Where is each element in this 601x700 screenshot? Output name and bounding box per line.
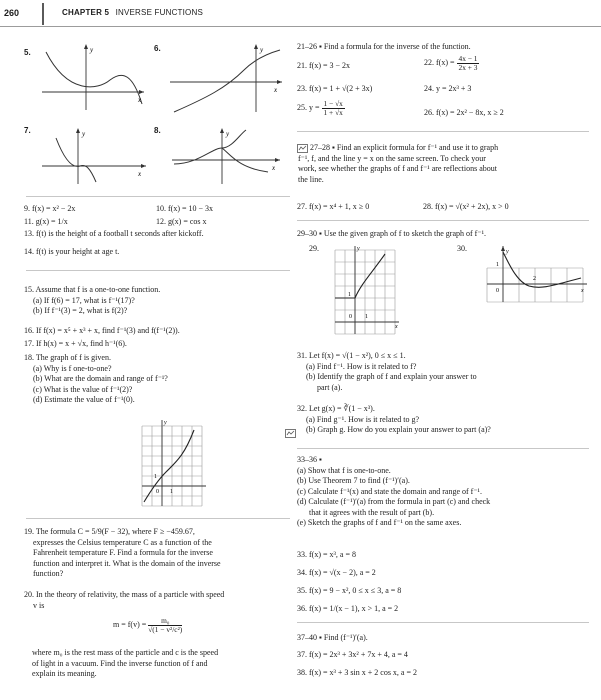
exercise-29-graph: [331, 244, 407, 338]
exercise-31-b-cont: part (a).: [317, 382, 343, 392]
graph-30-tick-two: 2: [533, 276, 536, 282]
svg-text:x: x: [138, 170, 142, 178]
svg-text:x: x: [274, 86, 278, 94]
exercise-25-lhs: 25. y =: [297, 103, 320, 113]
graph-29-tick-zero: 0: [349, 314, 352, 320]
section-27-line-4: the line.: [298, 174, 324, 184]
exercise-24: 24. y = 2x³ + 3: [424, 84, 472, 93]
exercise-6-label: 6.: [154, 44, 161, 53]
chapter-title: INVERSE FUNCTIONS: [115, 8, 203, 17]
exercise-15-a: (a) If f(6) = 17, what is f⁻¹(17)?: [33, 295, 135, 305]
section-27-28: [298, 143, 590, 185]
exercise-23: 23. f(x) = 1 + √(2 + 3x): [297, 84, 373, 93]
exercise-33: 33. f(x) = x³, a = 8: [297, 550, 356, 559]
exercise-27: 27. f(x) = x⁴ + 1, x ≥ 0: [297, 202, 370, 211]
axis-x-label: x: [138, 96, 142, 104]
exercise-18-stem: 18. The graph of f is given.: [24, 353, 111, 362]
separator: [26, 196, 290, 197]
exercise-32-a: (a) Find g⁻¹. How is it related to g?: [306, 414, 420, 424]
formula-fraction: [148, 617, 182, 634]
exercise-30-label: 30.: [457, 244, 467, 253]
separator: [297, 448, 589, 449]
exercise-19-line-1: 19. The formula C = 5/9(F − 32), where F ≥ −459.67,: [24, 527, 195, 536]
section-33-b: (b) Use Theorem 7 to find (f⁻¹)′(a).: [297, 476, 410, 486]
exercise-18-c: (c) What is the value of f⁻¹(2)?: [33, 384, 133, 394]
exercise-16: 16. If f(x) = x⁵ + x³ + x, find f⁻¹(3) and f(f⁻¹(2)).: [24, 326, 180, 335]
exercise-20-formula: [113, 617, 182, 634]
separator: [297, 131, 589, 132]
exercise-32-stem: 32. Let g(x) = ∛(1 − x³).: [297, 404, 375, 413]
section-33-e: (e) Sketch the graphs of f and f⁻¹ on the same axes.: [297, 518, 462, 528]
exercise-18: [24, 353, 290, 406]
graph-30-tick-one: 1: [496, 262, 499, 268]
graphing-calculator-icon: [297, 144, 308, 153]
exercise-37: 37. f(x) = 2x³ + 3x² + 7x + 4, a = 4: [297, 650, 408, 659]
exercise-31-a: (a) Find f⁻¹. How is it related to f?: [306, 361, 417, 371]
exercise-8-label: 8.: [154, 126, 161, 135]
section-33-36: [297, 455, 595, 529]
exercise-5-graph: [38, 40, 148, 112]
exercise-25-numerator: 1 − √x: [323, 99, 343, 108]
exercise-18-d: (d) Estimate the value of f⁻¹(0).: [33, 395, 135, 405]
exercise-34: 34. f(x) = √(x − 2), a = 2: [297, 568, 376, 577]
exercise-22-numerator: 4x − 1: [458, 54, 478, 63]
exercise-25-fraction: [322, 100, 345, 117]
exercise-22-lhs: 22. f(x) =: [424, 58, 455, 68]
formula-denominator: √(1 − v²/c²): [148, 624, 183, 634]
section-33-d-cont: that it agrees with the result of part (b).: [309, 507, 435, 517]
exercise-22-fraction: [457, 55, 480, 72]
section-37-40: 37–40 ▪ Find (f⁻¹)′(a).: [297, 633, 368, 642]
exercise-13: 13. f(t) is the height of a football t seconds after kickoff.: [24, 229, 204, 238]
chapter-label: CHAPTER 5: [62, 8, 110, 17]
separator: [26, 270, 290, 271]
svg-text:y: y: [357, 246, 360, 252]
graph-29-tick-one: 1: [348, 292, 351, 298]
exercise-20-tail: [32, 648, 298, 680]
exercise-8-graph: [168, 124, 284, 186]
graph-18-tick-one: 1: [154, 474, 157, 480]
exercise-32-b: (b) Graph g. How do you explain your answer to part (a)?: [306, 425, 491, 435]
svg-text:y: y: [226, 130, 230, 138]
svg-text:y: y: [164, 420, 167, 426]
exercise-6-graph: [166, 40, 286, 114]
exercise-22: [424, 55, 479, 72]
exercise-25-denominator: 1 + √x: [323, 107, 343, 117]
exercise-20-tail-3: explain its meaning.: [32, 669, 97, 679]
exercise-20-line-1: 20. In the theory of relativity, the mass of a particle with speed: [24, 590, 225, 599]
page-header: [0, 0, 601, 30]
svg-text:x: x: [395, 324, 398, 330]
exercise-36: 36. f(x) = 1/(x − 1), x > 1, a = 2: [297, 604, 399, 613]
section-27-line-2: f⁻¹, f, and the line y = x on the same screen. To check your: [298, 153, 486, 163]
exercise-38: 38. f(x) = x³ + 3 sin x + 2 cos x, a = 2: [297, 668, 417, 677]
section-33-a: (a) Show that f is one-to-one.: [297, 465, 391, 475]
graph-18-tick-x1: 1: [170, 489, 173, 495]
exercise-30-graph: [477, 244, 593, 304]
formula-lhs: m = f(v) =: [113, 620, 147, 630]
exercise-19-line-4: function and interpret it. What is the domain of the inverse: [33, 558, 221, 568]
exercise-20-tail-1: where m₀ is the rest mass of the particle and c is the speed: [32, 648, 219, 657]
section-33-d: (d) Calculate (f⁻¹)′(a) from the formula in part (c) and check: [297, 497, 491, 507]
exercise-18-b: (b) What are the domain and range of f⁻¹?: [33, 374, 168, 384]
exercise-20-tail-2: of light in a vacuum. Find the inverse function of f and: [32, 658, 208, 668]
graph-29-tick-x1: 1: [365, 314, 368, 320]
exercise-12: 12. g(x) = cos x: [156, 217, 207, 226]
svg-text:x: x: [581, 288, 584, 294]
section-21-26: 21–26 ▪ Find a formula for the inverse of the function.: [297, 42, 471, 51]
exercise-19-line-5: function?: [33, 569, 64, 579]
header-divider: [42, 3, 44, 25]
exercise-19-line-3: Fahrenheit temperature F. Find a formula for the inverse: [33, 548, 213, 558]
exercise-35: 35. f(x) = 9 − x², 0 ≤ x ≤ 3, a = 8: [297, 586, 402, 595]
section-27-line-1: 27–28 ▪ Find an explicit formula for f⁻¹ and use it to graph: [310, 143, 499, 152]
axis-y-label: y: [90, 46, 94, 54]
exercise-21: 21. f(x) = 3 − 2x: [297, 61, 351, 70]
section-29-30: 29–30 ▪ Use the given graph of f to sketch the graph of f⁻¹.: [297, 229, 486, 238]
exercise-10: 10. f(x) = 10 − 3x: [156, 204, 214, 213]
exercise-15-stem: 15. Assume that f is a one-to-one function.: [24, 285, 161, 294]
header-rule: [0, 26, 601, 27]
svg-text:x: x: [272, 164, 276, 172]
separator: [297, 220, 589, 221]
page-number: 260: [4, 8, 20, 18]
exercise-9: 9. f(x) = x² − 2x: [24, 204, 76, 213]
section-27-line-3: work, see whether the graphs of f and f⁻¹ are reflections about: [298, 164, 497, 174]
exercise-19: [24, 527, 296, 580]
chapter-heading: [62, 8, 203, 19]
section-33-c: (c) Calculate f⁻¹(x) and state the domain and range of f⁻¹.: [297, 486, 482, 496]
exercise-18-a: (a) Why is f one-to-one?: [33, 363, 112, 373]
exercise-28: 28. f(x) = √(x² + 2x), x > 0: [423, 202, 509, 211]
exercise-19-line-2: expresses the Celsius temperature C as a function of the: [33, 537, 212, 547]
exercise-26: 26. f(x) = 2x² − 8x, x ≥ 2: [424, 108, 504, 117]
exercise-32: [297, 404, 595, 436]
exercise-7-label: 7.: [24, 126, 31, 135]
exercise-20-line-2: v is: [33, 600, 45, 610]
svg-text:y: y: [506, 249, 509, 255]
exercise-25: [297, 100, 345, 117]
graph-18-tick-zero: 0: [156, 489, 159, 495]
exercise-31-b: (b) Identify the graph of f and explain your answer to: [306, 372, 477, 382]
exercise-22-denominator: 2x + 3: [458, 62, 478, 72]
formula-numerator: m₀: [148, 617, 182, 626]
exercise-20: [24, 590, 296, 611]
exercise-17: 17. If h(x) = x + √x, find h⁻¹(6).: [24, 339, 127, 348]
separator: [297, 622, 589, 623]
svg-text:y: y: [260, 46, 264, 54]
exercise-11: 11. g(x) = 1/x: [24, 217, 68, 226]
exercise-18-graph: [136, 416, 212, 512]
svg-text:y: y: [82, 130, 86, 138]
exercise-15: [24, 285, 290, 317]
exercise-7-graph: [38, 124, 150, 186]
exercise-31: [297, 351, 595, 393]
exercise-15-b: (b) If f⁻¹(3) = 2, what is f(2)?: [33, 306, 128, 316]
separator: [26, 518, 290, 519]
exercise-14: 14. f(t) is your height at age t.: [24, 247, 120, 256]
exercise-31-stem: 31. Let f(x) = √(1 − x²), 0 ≤ x ≤ 1.: [297, 351, 406, 360]
graph-30-tick-zero: 0: [496, 288, 499, 294]
graphing-calculator-icon: [285, 429, 296, 438]
section-33-heading: 33–36 ▪: [297, 455, 322, 464]
exercise-29-label: 29.: [309, 244, 319, 253]
exercise-5-label: 5.: [24, 48, 31, 57]
